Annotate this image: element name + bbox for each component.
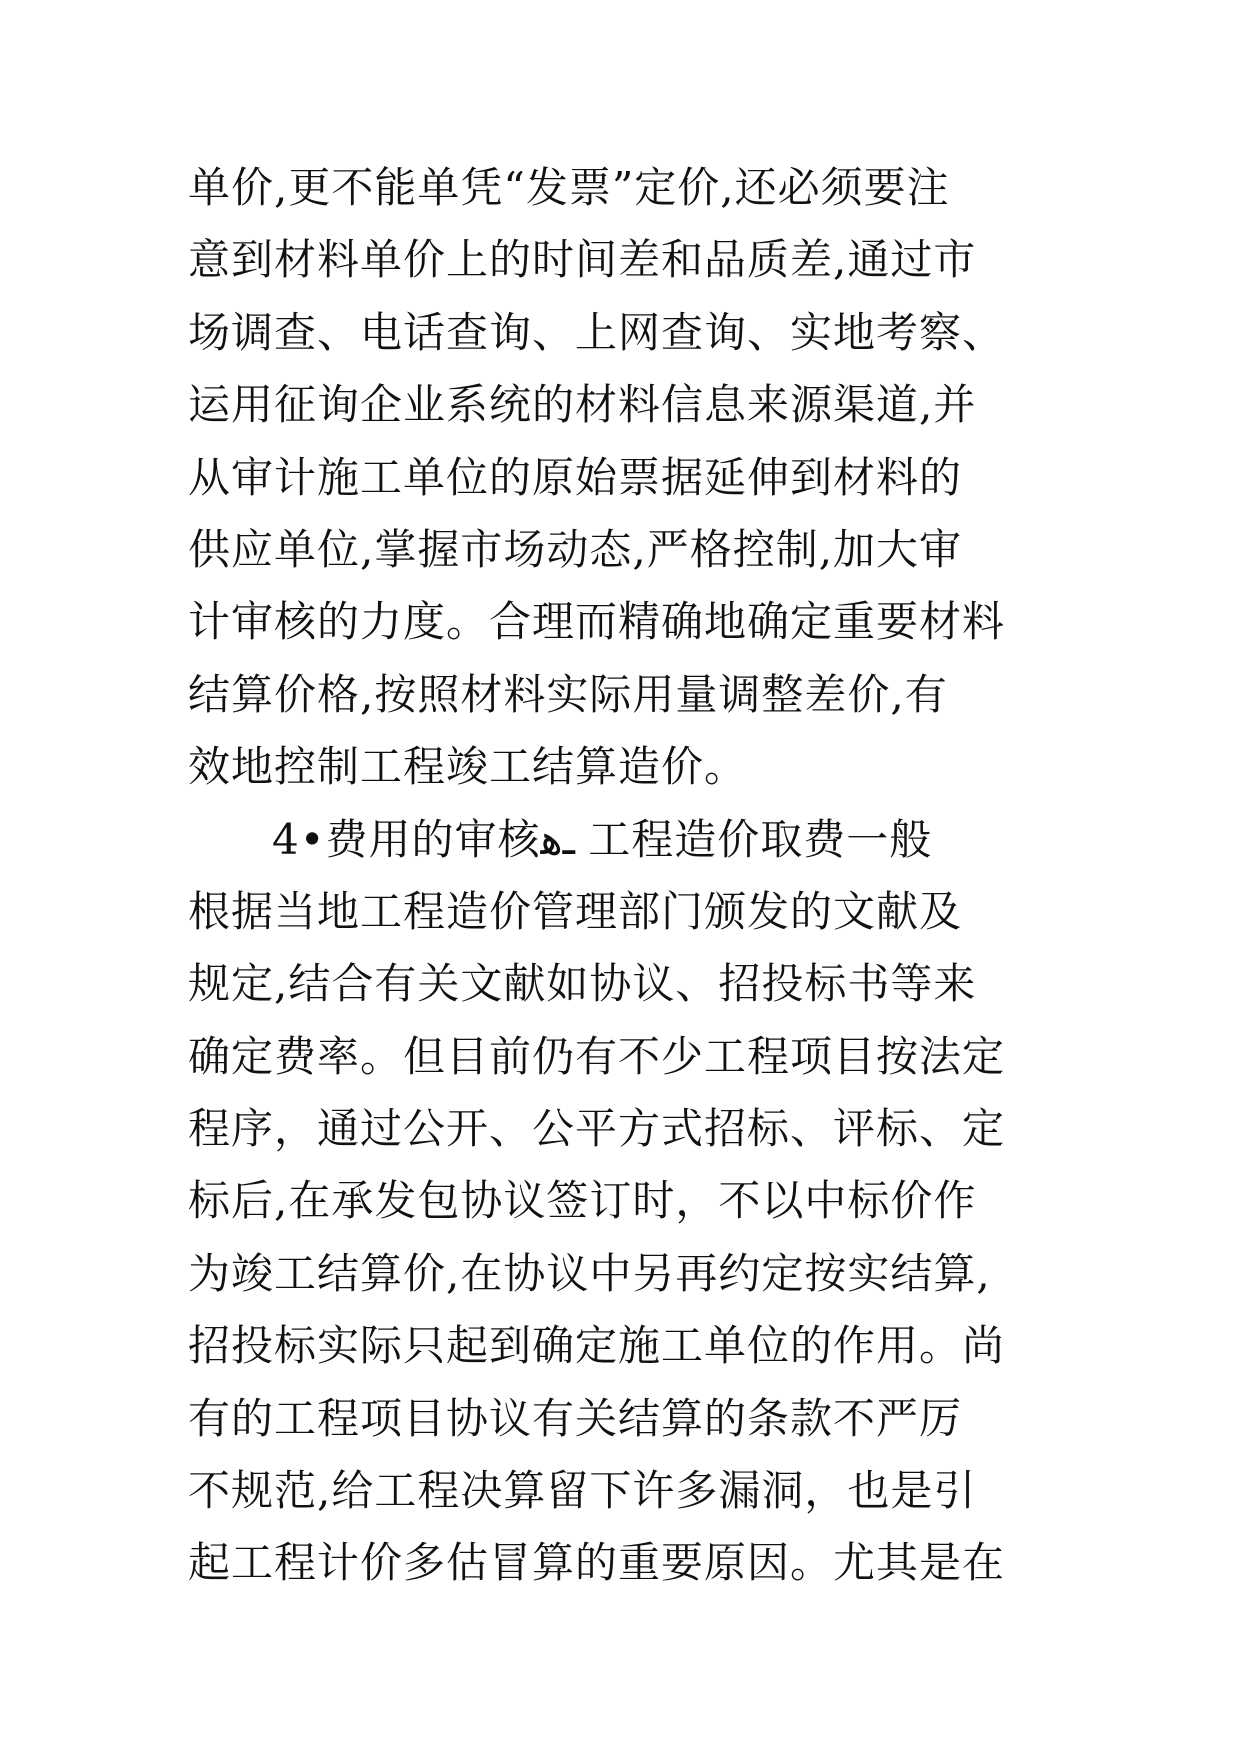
text-line: 场调查、电话查询、上网查询、实地考察、 [188,307,1006,357]
text-line: 确定费率。但目前仍有不少工程项目按法定 [188,1031,1006,1081]
text-line: 起工程计价多估冒算的重要原因。尤其是在 [188,1538,1006,1588]
text-line: 规定,结合有关文献如协议、招投标书等来 [188,959,977,1009]
text-line: 单价,更不能单凭“发票”定价,还必须要注 [188,163,950,212]
text-line: 标后,在承发包协议签订时，不以中标价作 [188,1176,977,1226]
text-line: 结算价格,按照材料实际用量调整差价,有 [188,669,948,719]
text-line: 运用征询企业系统的材料信息来源渠道,并 [188,380,977,430]
body-text [188,152,1088,1600]
section-heading-line: 4•费用的审核ـﻫ 工程造价取费一般 [272,814,933,864]
text-line: 从审计施工单位的原始票据延伸到材料的 [188,452,963,502]
text-line: 程序，通过公开、公平方式招标、评标、定 [188,1104,1006,1154]
text-line: 根据当地工程造价管理部门颁发的文献及 [188,886,963,936]
text-line: 招投标实际只起到确定施工单位的作用。尚 [188,1321,1006,1371]
text-line: 意到材料单价上的时间差和品质差,通过市 [188,235,977,285]
text-line: 为竣工结算价,在协议中另再约定按实结算, [188,1248,991,1298]
text-line: 效地控制工程竣工结算造价。 [188,742,748,792]
text-line: 有的工程项目协议有关结算的条款不严厉 [188,1393,963,1443]
text-line: 计审核的力度。合理而精确地确定重要材料 [188,597,1006,647]
text-line: 不规范,给工程决算留下许多漏洞，也是引 [188,1466,977,1516]
text-line: 供应单位,掌握市场动态,严格控制,加大审 [188,524,963,574]
